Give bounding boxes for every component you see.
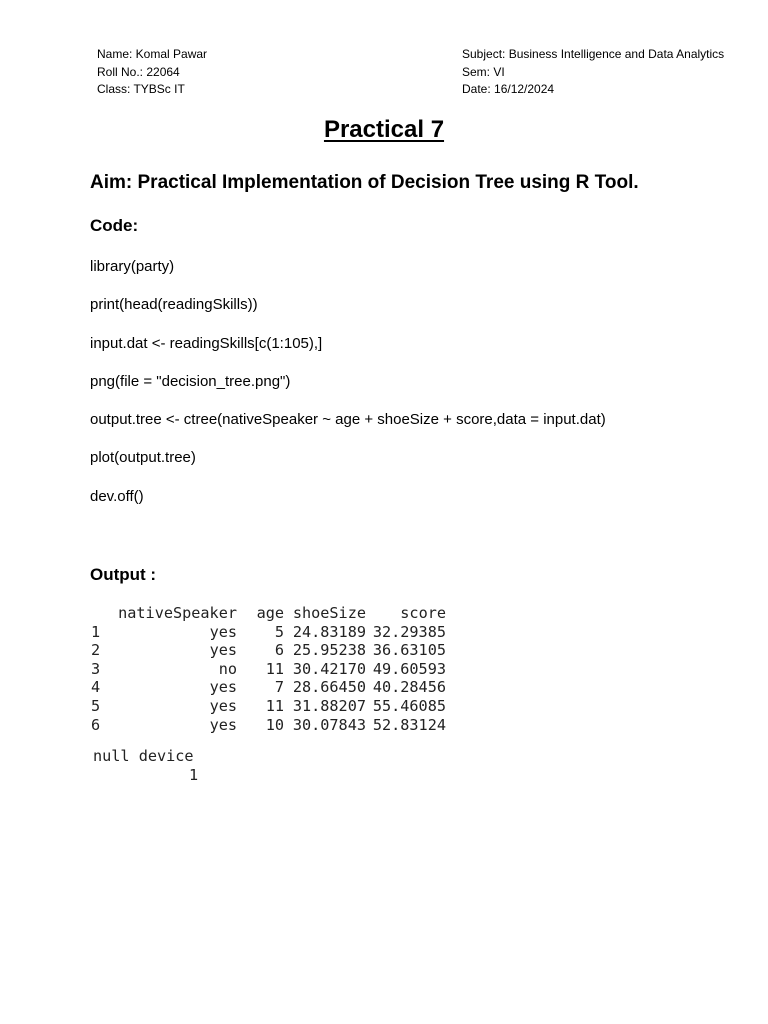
row-number: 2 (91, 641, 101, 660)
table-cell: 6 (274, 641, 284, 660)
output-heading: Output : (90, 565, 157, 584)
code-line: print(head(readingSkills)) (90, 296, 258, 314)
student-name: Name: Komal Pawar (97, 47, 208, 61)
table-cell: 28.66450 (292, 678, 366, 697)
column-header: score (400, 604, 446, 622)
page-title: Practical 7 (323, 116, 445, 143)
table-row (91, 641, 446, 660)
table-cell: 40.28456 (372, 678, 446, 697)
table-cell: 25.95238 (292, 641, 366, 660)
subject: Subject: Business Intelligence and Data Analytics (462, 47, 725, 61)
table-cell: 55.46085 (372, 696, 446, 715)
code-line: png(file = "decision_tree.png") (90, 372, 291, 390)
row-number: 1 (91, 622, 101, 641)
column-header: shoeSize (292, 604, 366, 622)
table-cell: 7 (274, 678, 284, 697)
table-row (91, 623, 446, 642)
student-info (97, 46, 207, 99)
row-number: 6 (91, 715, 101, 734)
null-device-output (93, 747, 198, 785)
table-cell: 30.07843 (292, 715, 366, 734)
null-device-label: null device (93, 747, 194, 765)
console-output-table (91, 604, 446, 734)
column-header: nativeSpeaker (118, 604, 237, 622)
code-line: library(party) (90, 258, 175, 275)
table-row (91, 678, 446, 697)
course-info (462, 46, 724, 99)
table-cell: yes (209, 641, 237, 660)
table-row (91, 697, 446, 716)
row-number: 4 (91, 678, 101, 697)
table-cell: 31.88207 (292, 696, 366, 715)
table-cell: no (218, 659, 237, 678)
table-cell: 36.63105 (372, 641, 446, 660)
table-cell: 49.60593 (372, 659, 446, 678)
semester: Sem: VI (462, 64, 505, 79)
table-cell: yes (209, 696, 237, 715)
table-cell: 24.83189 (292, 622, 366, 641)
table-cell: yes (209, 678, 237, 697)
table-cell: 11 (265, 696, 284, 715)
code-heading: Code: (90, 216, 139, 235)
code-line: output.tree <- ctree(nativeSpeaker ~ age + shoeSize + score,data = input.dat) (90, 411, 606, 429)
row-number: 3 (91, 659, 101, 678)
roll-number: Roll No.: 22064 (97, 64, 180, 79)
table-cell: 5 (274, 622, 284, 641)
table-cell: yes (209, 715, 237, 734)
null-device-value: 1 (189, 766, 199, 784)
table-cell: 10 (265, 715, 284, 734)
aim-heading: Aim: Practical Implementation of Decision Tree using R Tool. (90, 172, 639, 193)
table-row (91, 660, 446, 679)
code-block (90, 258, 606, 526)
table-cell: 11 (265, 659, 284, 678)
column-header: age (256, 604, 284, 622)
table-row (91, 716, 446, 735)
row-number: 5 (91, 696, 101, 715)
date: Date: 16/12/2024 (462, 82, 555, 96)
code-line: input.dat <- readingSkills[c(1:105),] (90, 334, 323, 352)
table-cell: 30.42170 (292, 659, 366, 678)
class-name: Class: TYBSc IT (97, 82, 185, 96)
code-line: dev.off() (90, 487, 144, 505)
table-cell: yes (209, 622, 237, 641)
code-line: plot(output.tree) (90, 449, 196, 467)
table-cell: 32.29385 (372, 622, 446, 641)
table-header-row (91, 604, 446, 623)
table-cell: 52.83124 (372, 715, 446, 734)
